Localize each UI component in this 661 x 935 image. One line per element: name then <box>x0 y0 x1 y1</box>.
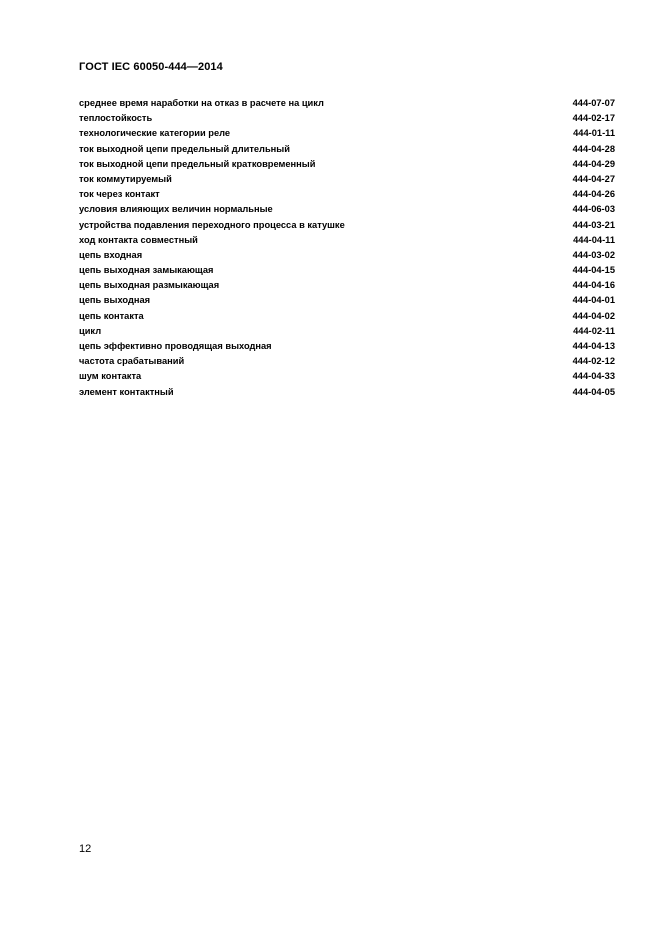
index-entry <box>79 278 615 293</box>
index-code: 444-04-13 <box>572 341 615 351</box>
index-term: технологические категории реле <box>79 128 231 139</box>
index-term: устройства подавления переходного процесса в катушке <box>79 219 345 230</box>
index-code: 444-04-28 <box>572 143 615 154</box>
index-term: цепь контакта <box>79 310 144 321</box>
index-term: цепь выходная замыкающая <box>79 265 214 276</box>
index-entry <box>79 142 615 157</box>
index-term: элемент контактный <box>79 386 174 397</box>
index-term: шум контакта <box>79 371 142 382</box>
index-entry <box>79 248 615 263</box>
index-term: ток выходной цепи предельный длительный <box>79 143 290 154</box>
index-entry <box>79 263 615 278</box>
index-term: среднее время наработки на отказ в расчете на цикл <box>79 98 324 108</box>
index-entry <box>79 309 615 324</box>
index-code: 444-04-02 <box>572 310 615 321</box>
index-term: цикл <box>79 325 102 336</box>
index-code: 444-06-03 <box>572 204 615 215</box>
index-entry <box>79 218 615 233</box>
index-code: 444-03-02 <box>572 249 615 260</box>
index-code: 444-04-11 <box>573 234 615 245</box>
page-number: 12 <box>79 843 92 855</box>
index-entry <box>79 157 615 172</box>
index-term: ток выходной цепи предельный кратковременный <box>79 158 316 169</box>
index-code: 444-04-29 <box>572 158 615 169</box>
index-term: ток коммутируемый <box>79 173 172 184</box>
index-entry <box>79 187 615 202</box>
index-code: 444-02-11 <box>573 325 615 336</box>
index-code: 444-03-21 <box>572 219 615 230</box>
index-term: цепь входная <box>79 249 143 260</box>
index-entry <box>79 324 615 339</box>
index-entry <box>79 385 615 400</box>
index-entry <box>79 172 615 187</box>
index-term: цепь эффективно проводящая выходная <box>79 341 272 351</box>
document-header: ГОСТ IEC 60050-444—2014 <box>79 61 223 73</box>
index-entry <box>79 339 615 354</box>
index-term: цепь выходная размыкающая <box>79 280 220 291</box>
index-code: 444-02-12 <box>572 356 615 367</box>
index-code: 444-04-26 <box>572 189 615 200</box>
index-term: ход контакта совместный <box>79 234 198 245</box>
index-code: 444-04-05 <box>572 386 615 397</box>
index-code: 444-04-27 <box>572 173 615 184</box>
index-entry <box>79 111 615 126</box>
index-code: 444-04-01 <box>572 295 615 306</box>
index-entry <box>79 202 615 217</box>
index-term: условия влияющих величин нормальные <box>79 204 273 215</box>
index-code: 444-04-16 <box>572 280 615 291</box>
index-entry <box>79 126 615 141</box>
index-entry <box>79 354 615 369</box>
term-index-list <box>79 96 615 400</box>
index-entry <box>79 96 615 111</box>
index-code: 444-07-07 <box>572 98 615 108</box>
index-term: теплостойкость <box>79 113 153 124</box>
index-code: 444-01-11 <box>573 128 615 139</box>
index-term: ток через контакт <box>79 189 160 200</box>
index-entry <box>79 293 615 308</box>
index-entry <box>79 369 615 384</box>
index-code: 444-04-33 <box>572 371 615 382</box>
index-code: 444-02-17 <box>572 113 615 124</box>
index-entry <box>79 233 615 248</box>
index-code: 444-04-15 <box>572 265 615 276</box>
index-term: цепь выходная <box>79 295 151 306</box>
index-term: частота срабатываний <box>79 356 185 367</box>
